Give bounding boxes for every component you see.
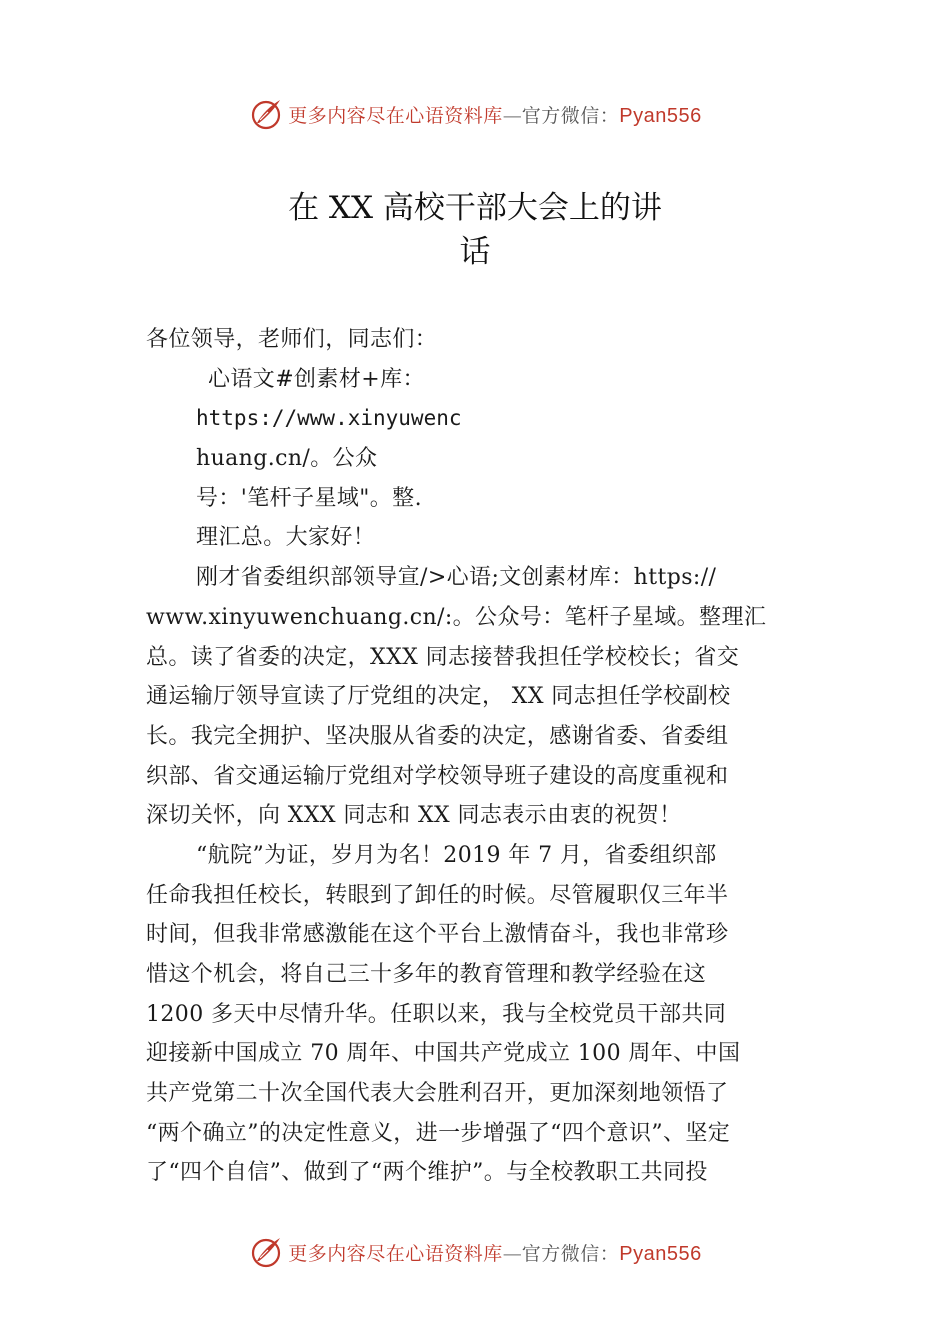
banner-separator: — [502,104,522,127]
paragraph-line: “航院”为证，岁月为名！2019 年 7 月，省委组织部 [196,842,717,868]
banner-wechat-label: 官方微信： [521,1242,620,1265]
greeting: 各位领导，老师们，同志们： [146,327,438,352]
banner-text [288,101,702,128]
paragraph-line: 总。读了省委的决定，XXX 同志接替我担任学校校长；省交 [146,644,740,670]
banner-text [288,1239,702,1266]
banner-wechat-id: Pyan556 [619,1242,702,1265]
notice-line: 理汇总。大家好！ [196,525,376,551]
footer-banner [0,1232,950,1272]
quill-logo-icon [248,1234,284,1270]
paragraph-line: 迎接新中国成立 70 周年、中国共产党成立 100 周年、中国 [146,1041,741,1067]
document-body [146,320,806,1193]
paragraph-line: 通运输厅领导宣读了厅党组的决定， XX 同志担任学校副校 [146,684,731,710]
banner-slogan: 更多内容尽在心语资料库 [288,1242,503,1265]
notice-line: 号：'笔杆子星域"。整. [196,485,422,511]
paragraph-line: 织部、省交通运输厅党组对学校领导班子建设的高度重视和 [146,763,729,789]
paragraph-line: 惜这个机会，将自己三十多年的教育管理和教学经验在这 [146,962,707,987]
notice-line: https://www.xinyuwenc [196,406,462,431]
paragraph-line: 了“四个自信”、做到了“两个维护”。与全校教职工共同投 [146,1160,708,1186]
paragraph-line: www.xinyuwenchuang.cn/:。公众号：笔杆子星域。整理汇 [146,604,767,630]
document-title [0,186,950,274]
quill-logo-icon [248,96,284,132]
paragraph-line: 长。我完全拥护、坚决服从省委的决定，感谢省委、省委组 [146,723,729,749]
header-banner [0,94,950,134]
paragraph-line: 深切关怀，向 XXX 同志和 XX 同志表示由衷的祝贺！ [146,803,682,829]
paragraph-line: 时间，但我非常感激能在这个平台上激情奋斗，我也非常珍 [146,922,729,948]
banner-wechat-id: Pyan556 [619,104,702,127]
banner-slogan: 更多内容尽在心语资料库 [288,104,503,127]
paragraph-line: 共产党第二十次全国代表大会胜利召开，更加深刻地领悟了 [146,1081,729,1107]
paragraph-line: “两个确立”的决定性意义，进一步增强了“四个意识”、坚定 [146,1120,731,1146]
notice-line: huang.cn/。公众 [196,446,378,472]
title-line-2: 话 [459,234,491,270]
title-line-1: 在 XX 高校干部大会上的讲 [288,190,662,226]
notice-line: 心语文#创素材+库： [208,366,425,392]
banner-wechat-label: 官方微信： [521,104,620,127]
paragraph-line: 1200 多天中尽情升华。任职以来，我与全校党员干部共同 [146,1001,727,1027]
paragraph-line: 任命我担任校长，转眼到了卸任的时候。尽管履职仅三年半 [146,882,729,908]
paragraph-line: 刚才省委组织部领导宣/>心语;文创素材库：https:// [196,565,717,591]
banner-separator: — [502,1242,522,1265]
